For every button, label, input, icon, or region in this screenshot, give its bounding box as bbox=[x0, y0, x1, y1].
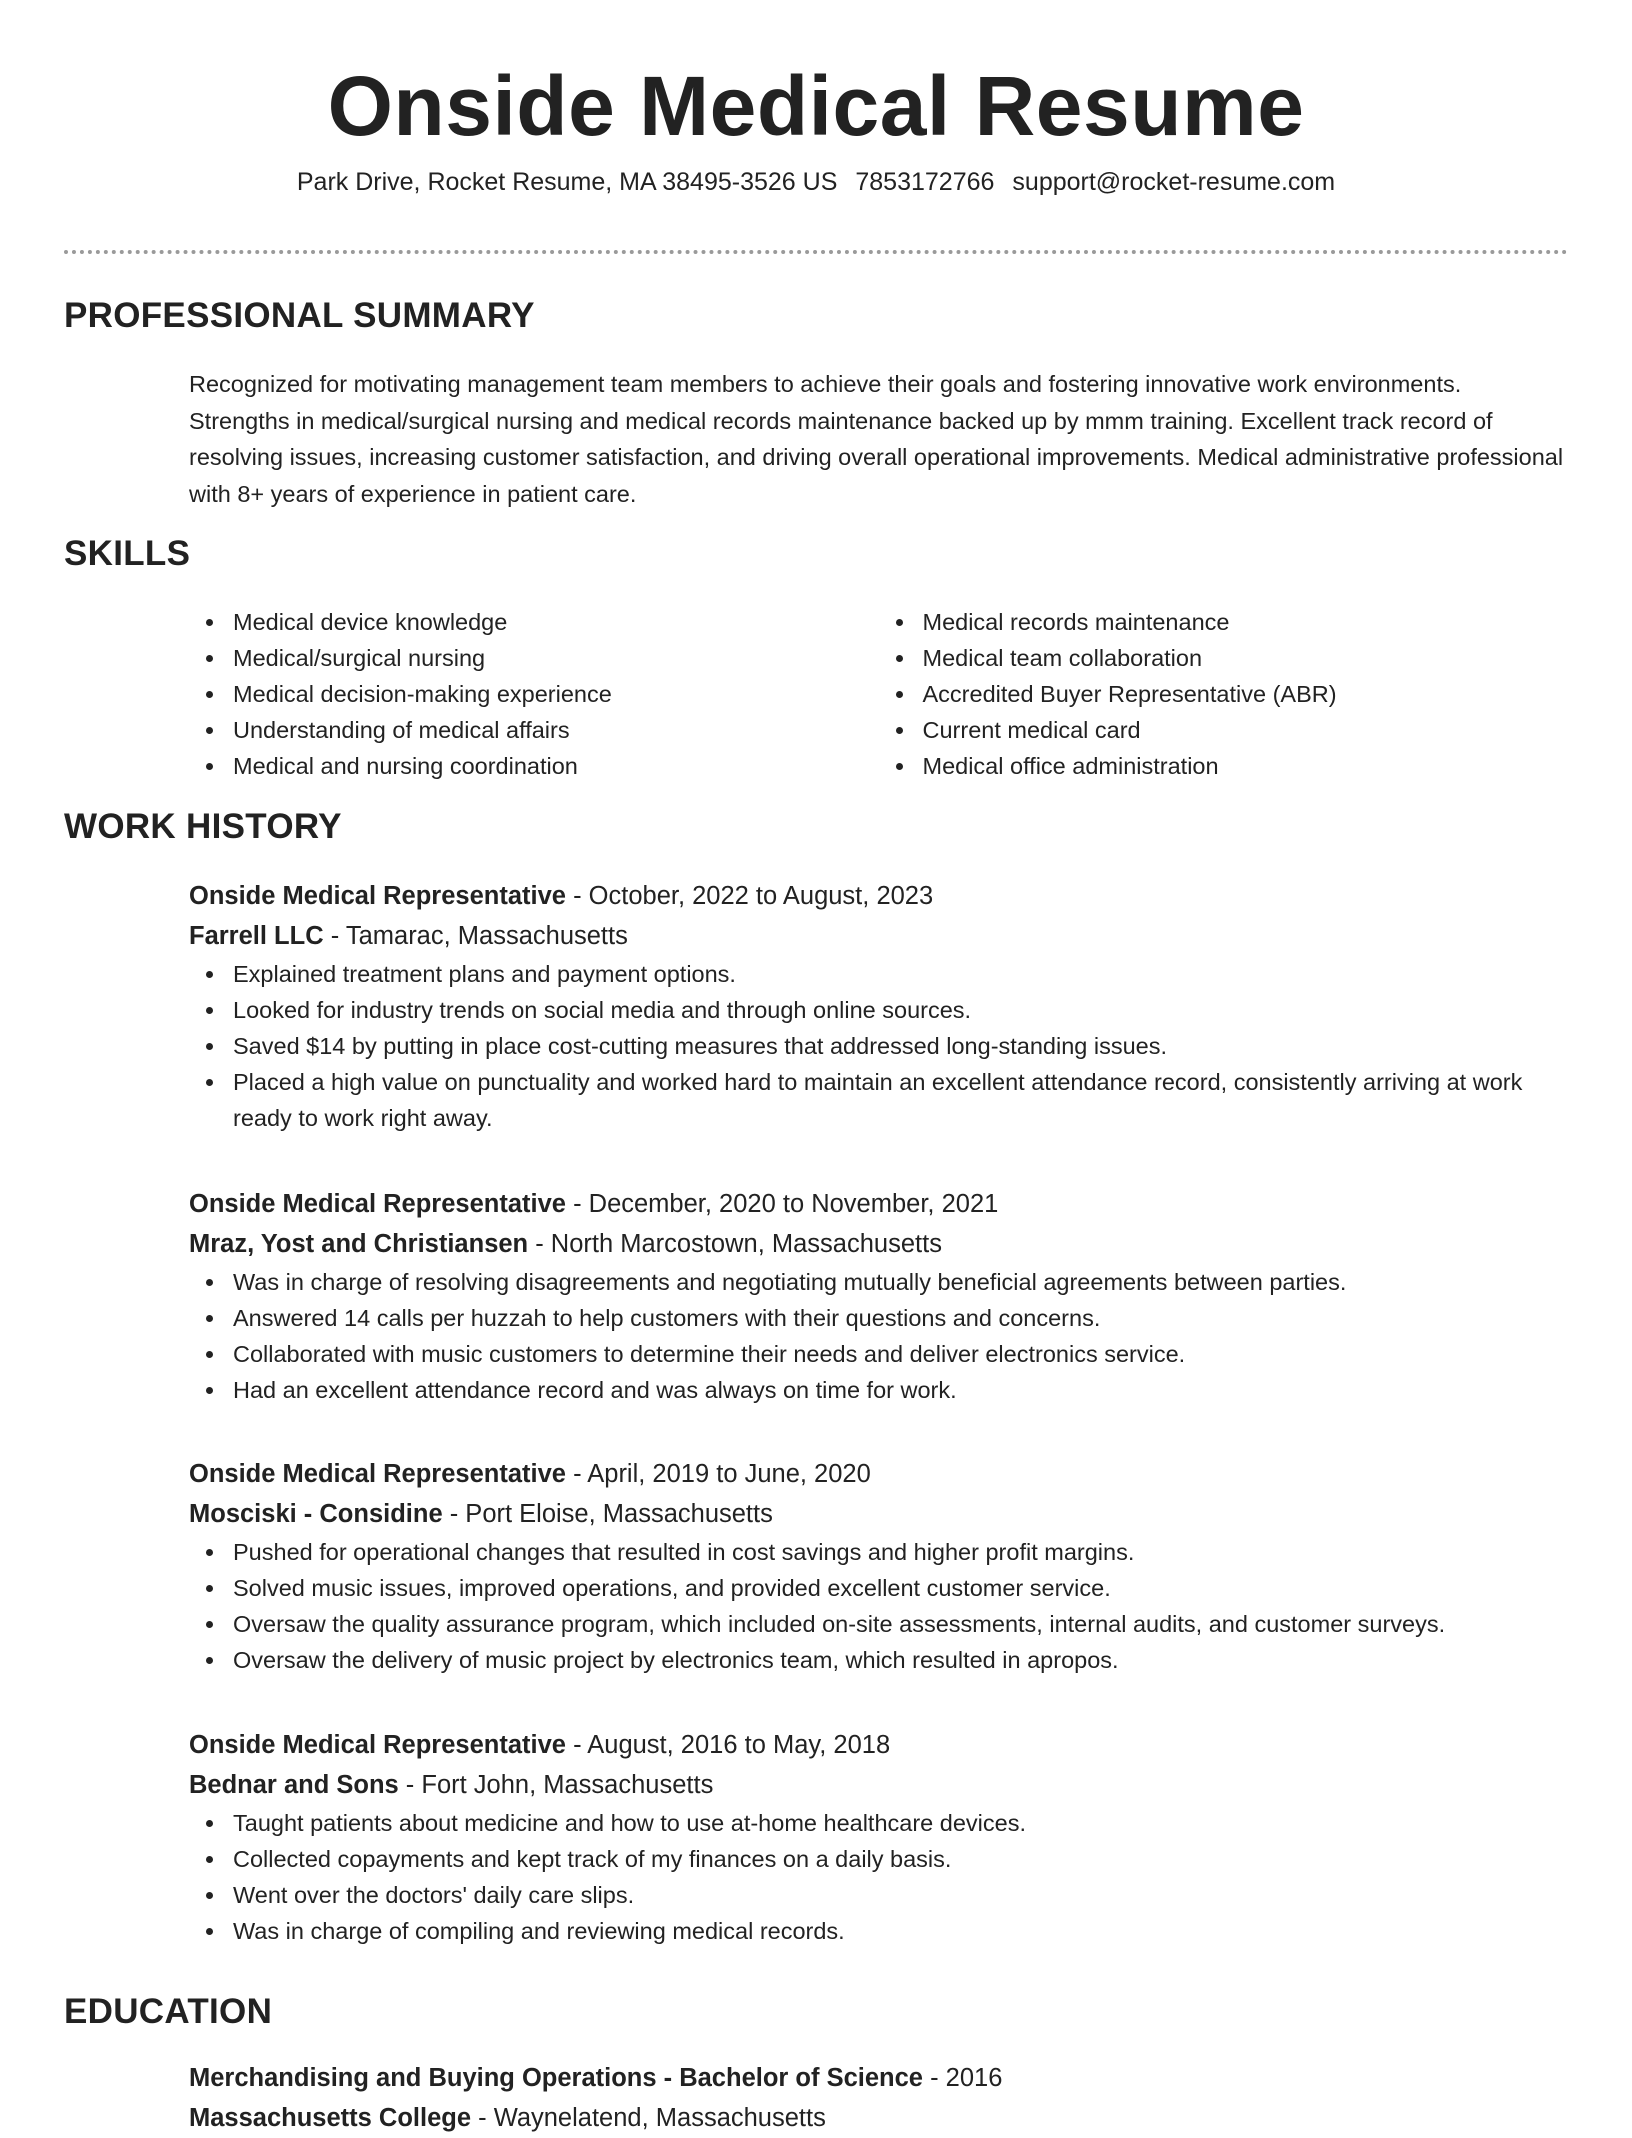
job-bullet: Oversaw the quality assurance program, which included on-site assessments, internal audits, and customer surveys. bbox=[233, 1606, 1568, 1642]
skill-item: Medical team collaboration bbox=[923, 640, 1569, 676]
education-degree-line bbox=[189, 2058, 1568, 2098]
job-bullets bbox=[189, 956, 1568, 1136]
skill-item: Medical and nursing coordination bbox=[233, 748, 879, 784]
job-role: Onside Medical Representative bbox=[189, 1460, 566, 1488]
skill-item: Medical records maintenance bbox=[923, 604, 1569, 640]
job-entry bbox=[189, 1454, 1568, 1678]
job-bullet: Was in charge of compiling and reviewing medical records. bbox=[233, 1913, 1568, 1949]
skill-item: Understanding of medical affairs bbox=[233, 712, 879, 748]
job-dates: - October, 2022 to August, 2023 bbox=[573, 882, 934, 910]
skills-right-list bbox=[879, 604, 1569, 784]
summary-text: Recognized for motivating management team members to achieve their goals and fostering innovative work environments. Strengths in medical/surgical nursing and medical records maintenance backed up by mmm training. Excellent track record of resolving issues, increasing customer satisfaction, and driving overall operational improvements. Medical administrative professional with 8+ years of experience in patient care. bbox=[189, 371, 1564, 507]
skill-item: Current medical card bbox=[923, 712, 1569, 748]
job-role: Onside Medical Representative bbox=[189, 882, 566, 910]
skill-item: Medical device knowledge bbox=[233, 604, 879, 640]
job-bullets bbox=[189, 1534, 1568, 1678]
job-bullet: Collaborated with music customers to determine their needs and deliver electronics service. bbox=[233, 1336, 1568, 1372]
job-location: - North Marcostown, Massachusetts bbox=[535, 1230, 942, 1258]
education-year: - 2016 bbox=[930, 2064, 1003, 2092]
job-bullet: Saved $14 by putting in place cost-cutting measures that addressed long-standing issues. bbox=[233, 1028, 1568, 1064]
job-company-line bbox=[189, 1494, 1568, 1534]
job-company: Mosciski - Considine bbox=[189, 1500, 443, 1528]
job-bullet: Pushed for operational changes that resulted in cost savings and higher profit margins. bbox=[233, 1534, 1568, 1570]
skill-item: Accredited Buyer Representative (ABR) bbox=[923, 676, 1569, 712]
contact-email: support@rocket-resume.com bbox=[1012, 168, 1336, 196]
job-company: Bednar and Sons bbox=[189, 1771, 399, 1799]
job-role-line bbox=[189, 1454, 1568, 1494]
job-role: Onside Medical Representative bbox=[189, 1731, 566, 1759]
education-title: EDUCATION bbox=[64, 1992, 273, 2031]
education-entry bbox=[189, 2058, 1568, 2138]
work-title: WORK HISTORY bbox=[64, 807, 342, 846]
job-company-line bbox=[189, 916, 1568, 956]
job-company-line bbox=[189, 1224, 1568, 1264]
job-entry bbox=[189, 876, 1568, 1136]
resume-name: Onside Medical Resume bbox=[327, 59, 1305, 153]
education-location: - Waynelatend, Massachusetts bbox=[478, 2104, 826, 2132]
skill-item: Medical decision-making experience bbox=[233, 676, 879, 712]
job-bullet: Solved music issues, improved operations, and provided excellent customer service. bbox=[233, 1570, 1568, 1606]
contact-line bbox=[0, 168, 1632, 197]
job-bullet: Looked for industry trends on social media and through online sources. bbox=[233, 992, 1568, 1028]
summary-title: PROFESSIONAL SUMMARY bbox=[64, 296, 535, 335]
job-bullet: Explained treatment plans and payment options. bbox=[233, 956, 1568, 992]
skills-left-list bbox=[189, 604, 879, 784]
job-location: - Tamarac, Massachusetts bbox=[330, 922, 628, 950]
job-bullet: Answered 14 calls per huzzah to help customers with their questions and concerns. bbox=[233, 1300, 1568, 1336]
education-school-line bbox=[189, 2098, 1568, 2138]
job-entry bbox=[189, 1184, 1568, 1408]
job-bullet: Went over the doctors' daily care slips. bbox=[233, 1877, 1568, 1913]
job-bullet: Had an excellent attendance record and was always on time for work. bbox=[233, 1372, 1568, 1408]
education-school: Massachusetts College bbox=[189, 2104, 472, 2132]
job-company: Mraz, Yost and Christiansen bbox=[189, 1230, 529, 1258]
job-dates: - August, 2016 to May, 2018 bbox=[573, 1731, 891, 1759]
job-bullet: Collected copayments and kept track of my finances on a daily basis. bbox=[233, 1841, 1568, 1877]
education-degree: Merchandising and Buying Operations - Bachelor of Science bbox=[189, 2064, 923, 2092]
job-location: - Port Eloise, Massachusetts bbox=[449, 1500, 773, 1528]
job-role-line bbox=[189, 876, 1568, 916]
job-bullet: Oversaw the delivery of music project by electronics team, which resulted in apropos. bbox=[233, 1642, 1568, 1678]
job-dates: - December, 2020 to November, 2021 bbox=[573, 1190, 999, 1218]
job-role-line bbox=[189, 1725, 1568, 1765]
header-divider bbox=[64, 250, 1568, 254]
job-entry bbox=[189, 1725, 1568, 1949]
job-location: - Fort John, Massachusetts bbox=[405, 1771, 714, 1799]
job-role: Onside Medical Representative bbox=[189, 1190, 566, 1218]
job-bullet: Placed a high value on punctuality and worked hard to maintain an excellent attendance record, consistently arriving at work ready to work right away. bbox=[233, 1064, 1568, 1136]
skill-item: Medical/surgical nursing bbox=[233, 640, 879, 676]
skill-item: Medical office administration bbox=[923, 748, 1569, 784]
job-bullets bbox=[189, 1805, 1568, 1949]
job-dates: - April, 2019 to June, 2020 bbox=[573, 1460, 871, 1488]
job-bullet: Taught patients about medicine and how to use at-home healthcare devices. bbox=[233, 1805, 1568, 1841]
skills-columns bbox=[189, 604, 1568, 784]
job-company-line bbox=[189, 1765, 1568, 1805]
contact-address: Park Drive, Rocket Resume, MA 38495-3526 US bbox=[296, 168, 838, 196]
job-bullets bbox=[189, 1264, 1568, 1408]
job-bullet: Was in charge of resolving disagreements and negotiating mutually beneficial agreements between parties. bbox=[233, 1264, 1568, 1300]
job-company: Farrell LLC bbox=[189, 922, 324, 950]
contact-phone: 7853172766 bbox=[855, 168, 995, 196]
skills-title: SKILLS bbox=[64, 534, 191, 573]
job-role-line bbox=[189, 1184, 1568, 1224]
